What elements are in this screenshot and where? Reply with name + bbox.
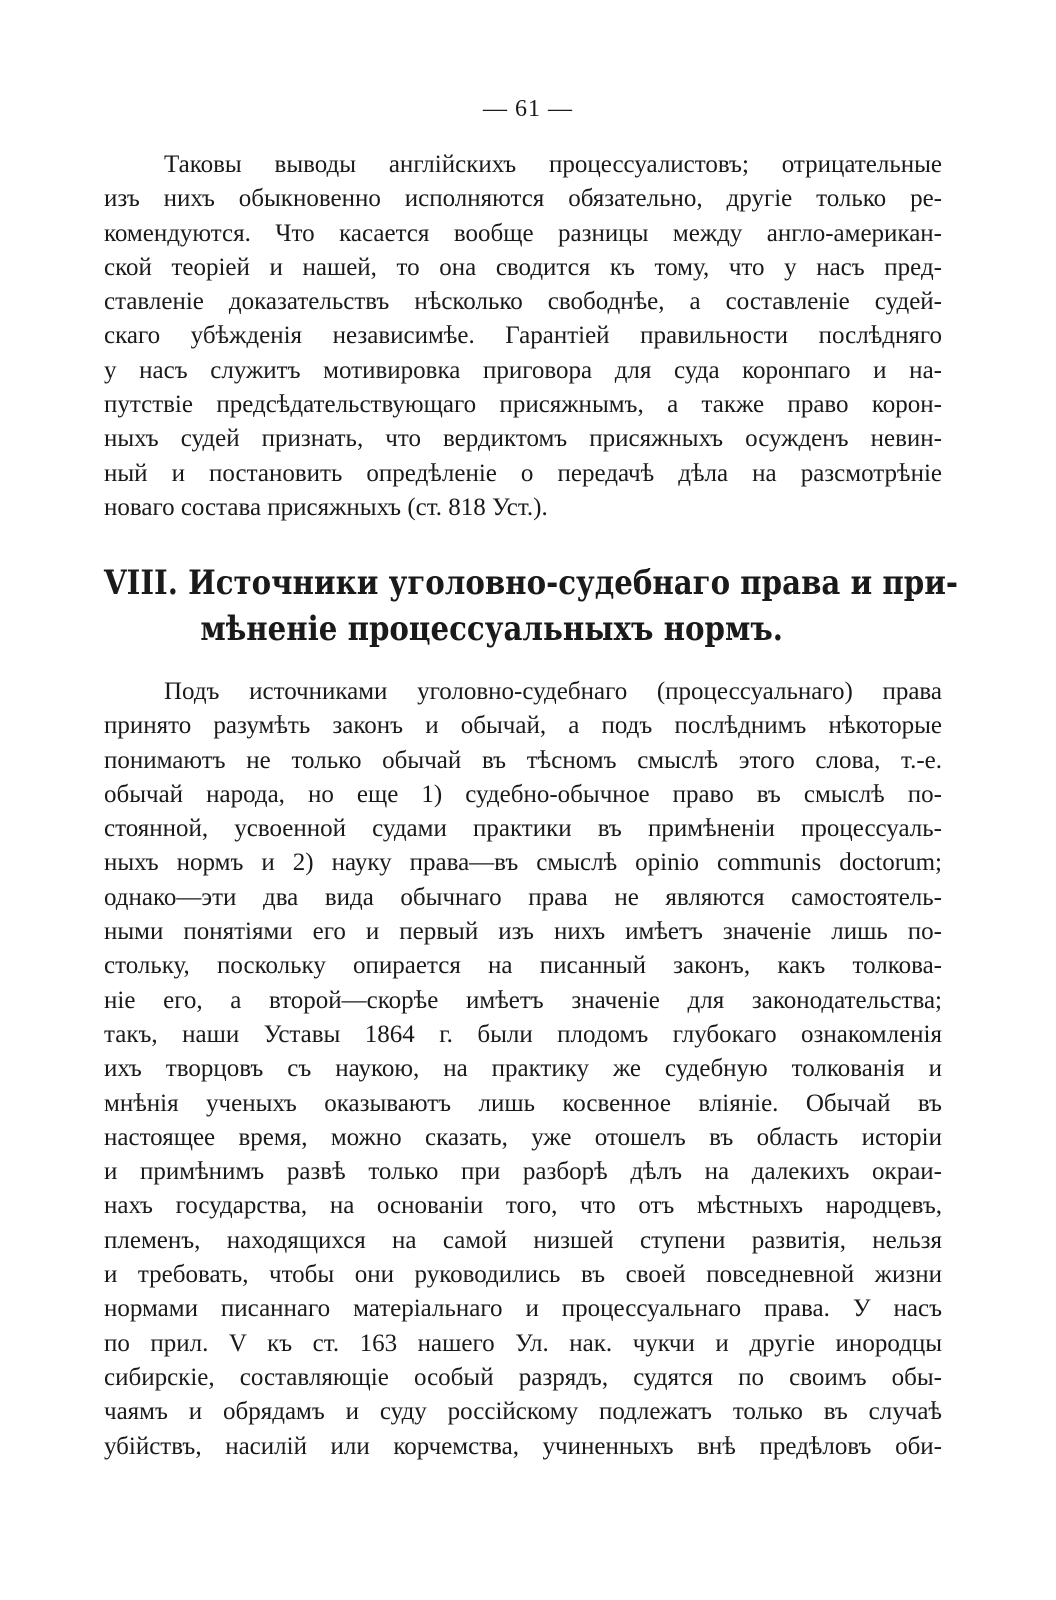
text-line: ніе его, а второй—скорѣе имѣетъ значеніе для законодательства; xyxy=(104,986,942,1014)
section-heading-line-2: мѣненіе процессуальныхъ нормъ. xyxy=(200,609,783,649)
text-line: по прил. V къ ст. 163 нашего Ул. нак. чукчи и другіе инородцы xyxy=(104,1329,942,1357)
text-line: убійствъ, насилій или корчемства, учиненныхъ внѣ предѣловъ оби- xyxy=(104,1432,942,1460)
text-line: чаямъ и обрядамъ и суду россійскому подлежатъ только въ случаѣ xyxy=(104,1398,942,1426)
text-line: путствіе предсѣдательствующаго присяжнымъ, а также право корон- xyxy=(104,391,942,419)
text-line: и требовать, чтобы они руководились въ своей повседневной жизни xyxy=(104,1261,942,1289)
section-heading xyxy=(104,560,959,652)
text-line: ской теоріей и нашей, то она сводится къ тому, что у насъ пред- xyxy=(104,253,942,281)
text-line: Подъ источниками уголовно-судебнаго (процессуальнаго) права xyxy=(164,678,942,705)
text-line: стоянной, усвоенной судами практики въ примѣненіи процессуаль- xyxy=(104,815,942,843)
text-line: стольку, поскольку опирается на писанный законъ, какъ толкова- xyxy=(104,952,942,980)
text-line: новаго состава присяжныхъ (ст. 818 Уст.). xyxy=(104,493,548,521)
text-line: принято разумѣть законъ и обычай, а подъ послѣднимъ нѣкоторые xyxy=(104,712,942,740)
page-number: — 61 — xyxy=(483,96,573,122)
text-line: обычай народа, но еще 1) судебно-обычное право въ смыслѣ по- xyxy=(104,780,942,808)
text-line: ныхъ судей признать, что вердиктомъ присяжныхъ осужденъ невин- xyxy=(104,425,942,453)
text-line: у насъ служитъ мотивировка приговора для суда коронпаго и на- xyxy=(104,356,942,384)
text-line: сибирскіе, составляющіе особый разрядъ, судятся по своимъ обы- xyxy=(104,1363,942,1391)
text-line: племенъ, находящихся на самой низшей ступени развитія, нельзя xyxy=(104,1226,942,1254)
text-line: такъ, наши Уставы 1864 г. были плодомъ глубокаго ознакомленія xyxy=(104,1020,942,1048)
text-line: Таковы выводы англійскихъ процессуалистовъ; отрицательные xyxy=(164,151,942,178)
text-line: ными понятіями его и первый изъ нихъ имѣетъ значеніе лишь по- xyxy=(104,918,942,946)
paragraph-2 xyxy=(104,675,942,1464)
text-line: комендуются. Что касается вообще разницы между англо-американ- xyxy=(104,219,942,247)
text-line: мнѣнія ученыхъ оказываютъ лишь косвенное вліяніе. Обычай въ xyxy=(104,1089,942,1117)
text-line: настоящее время, можно сказать, уже отошелъ въ область исторіи xyxy=(104,1123,942,1151)
text-line: нахъ государства, на основаніи того, что отъ мѣстныхъ народцевъ, xyxy=(104,1192,942,1220)
text-line: понимаютъ не только обычай въ тѣсномъ смыслѣ этого слова, т.-е. xyxy=(104,746,942,774)
text-line: и примѣнимъ развѣ только при разборѣ дѣлъ на далекихъ окраи- xyxy=(104,1158,942,1186)
text-line: однако—эти два вида обычнаго права не являются самостоятель- xyxy=(104,883,942,911)
section-heading-line-1: VIII. Источники уголовно-судебнаго права и при- xyxy=(104,563,959,603)
text-line: нормами писаннаго матеріальнаго и процессуальнаго права. У насъ xyxy=(104,1295,942,1323)
paragraph-1 xyxy=(104,148,942,525)
text-line: скаго убѣжденія независимѣе. Гарантіей правильности послѣдняго xyxy=(104,322,942,350)
text-line: ихъ творцовъ съ наукою, на практику же судебную толкованія и xyxy=(104,1055,942,1083)
text-line: ныхъ нормъ и 2) науку права—въ смыслѣ opinio communis doctorum; xyxy=(104,849,942,877)
text-line: ставленіе доказательствъ нѣсколько свободнѣе, а составленіе судей- xyxy=(104,288,942,316)
text-line: ный и постановить опредѣленіе о передачѣ дѣла на разсмотрѣніе xyxy=(104,459,942,487)
text-line: изъ нихъ обыкновенно исполняются обязательно, другіе только ре- xyxy=(104,185,942,213)
